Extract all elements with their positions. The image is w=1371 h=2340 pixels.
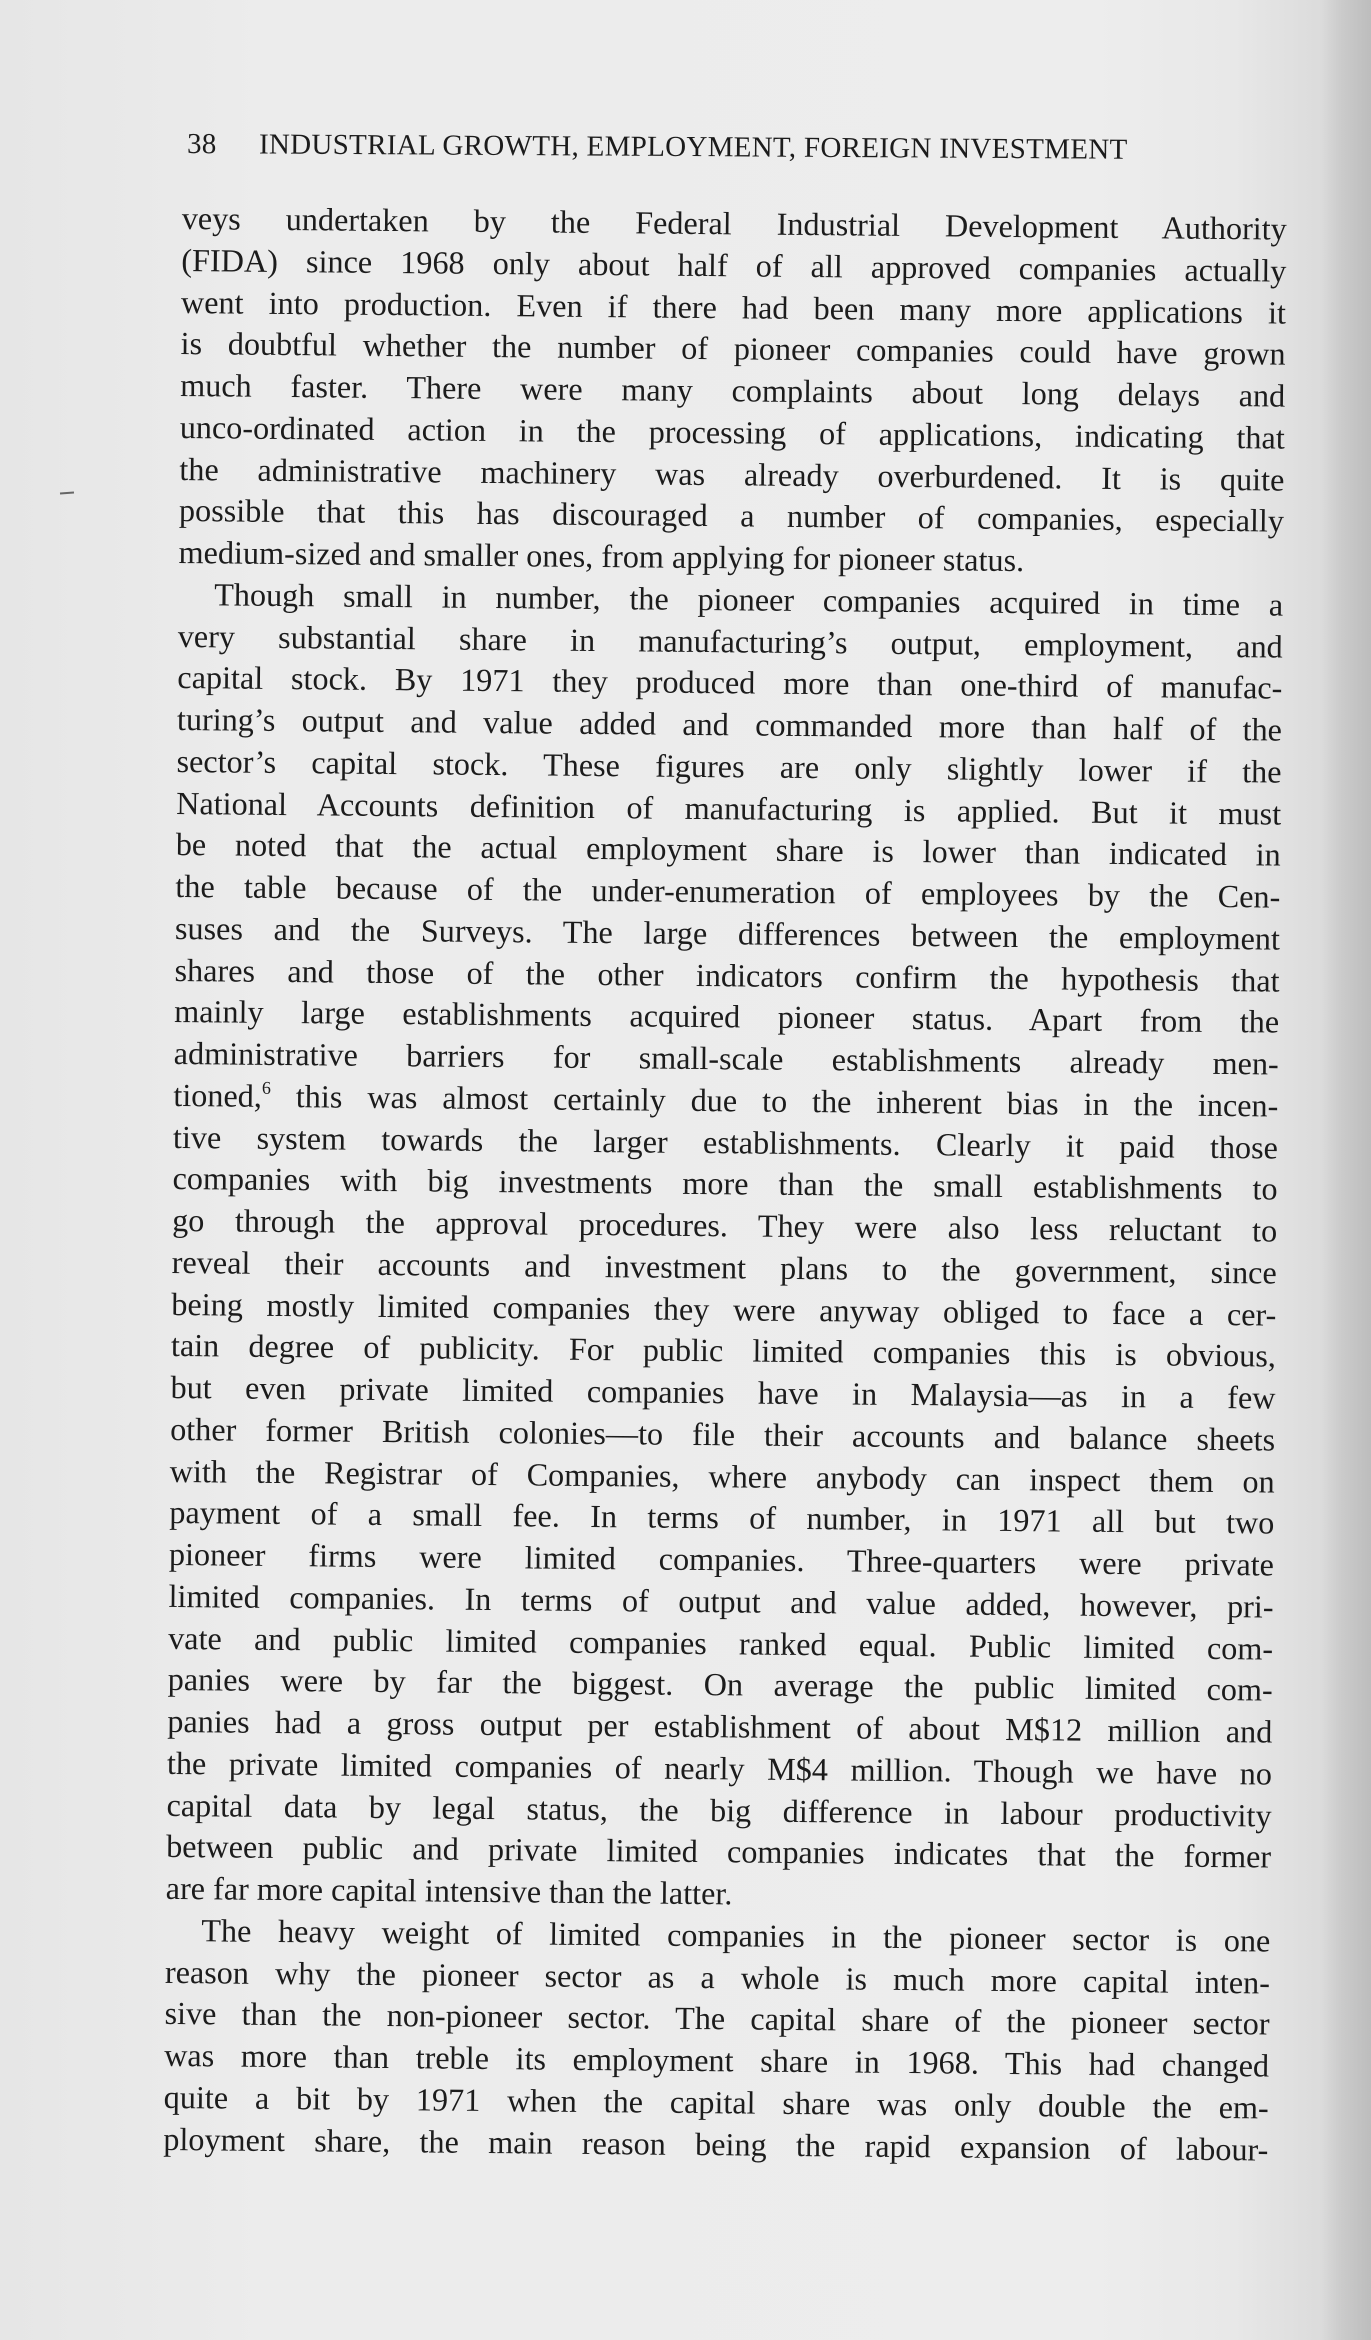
text-line: turing’s output and value added and commanded more than half of the [176,700,1283,748]
running-head-title: INDUSTRIAL GROWTH, EMPLOYMENT, FOREIGN INVESTMENT [258,128,1128,166]
text-line: between public and private limited companies indicates that the former [166,1828,1272,1875]
text-line: but even private limited companies have in Malaysia—as in a few [170,1368,1276,1416]
text-line: The heavy weight of limited companies in the pioneer sector is one [201,1912,1271,1959]
text-line: quite a bit by 1971 when the capital share was only double the em- [163,2078,1269,2126]
text-line: possible that this has discouraged a number of companies, especially [178,492,1285,539]
text-line: go through the approval procedures. They were also less reluctant to [172,1201,1278,1249]
text-line: the table because of the under-enumeration of employees by the Cen- [175,867,1281,915]
text-line: pioneer firms were limited companies. Three-quarters were private [168,1535,1275,1583]
text-line: National Accounts definition of manufacturing is applied. But it must [176,784,1282,832]
text-line: went into production. Even if there had been many more applications it [180,283,1287,331]
page-number: 38 [186,128,217,161]
text-line: was more than treble its employment share in 1968. This had changed [164,2036,1270,2084]
margin-pencil-mark [60,492,74,495]
text-line: the administrative machinery was already overburdened. It is quite [179,450,1285,498]
text-line: capital data by legal status, the big difference in labour productivity [166,1786,1272,1834]
text-line: mainly large establishments acquired pioneer status. Apart from the [174,993,1280,1040]
footnote-line-after: this was almost certainly due to the inherent bias in the incen- [270,1077,1279,1124]
text-line: shares and those of the other indicators confirm the hypothesis that [174,951,1280,999]
text-line: be noted that the actual employment share is lower than indicated in [175,826,1281,873]
text-line: limited companies. In terms of output and value added, however, pri- [168,1577,1274,1625]
text-line: Though small in number, the pioneer companies acquired in time a [214,576,1284,623]
footnote-marker[interactable]: 6 [261,1077,272,1098]
paragraph-3 [163,1910,1270,2171]
text-line: reason why the pioneer sector as a whole is much more capital inten- [164,1953,1271,2001]
text-line: other former British colonies—to file their accounts and balance sheets [170,1410,1276,1458]
text-line: companies with big investments more than the small establishments to [172,1160,1278,1207]
text-line: capital stock. By 1971 they produced more than one-third of manufac- [177,659,1283,706]
text-line: tain degree of publicity. For public limited companies this is obvious, [170,1327,1277,1374]
paragraph-2 [166,574,1284,1921]
text-line: unco-ordinated action in the processing of applications, indicating that [179,408,1285,456]
text-line: sive than the non-pioneer sector. The capital share of the pioneer sector [164,1995,1270,2042]
paragraph-1 [178,198,1287,584]
text-line: with the Registrar of Companies, where anybody can inspect them on [169,1452,1275,1500]
text-line: tive system towards the larger establishments. Clearly it paid those [172,1118,1279,1166]
text-line: vate and public limited companies ranked equal. Public limited com- [168,1619,1274,1667]
text-line: very substantial share in manufacturing’s output, employment, and [177,617,1283,665]
text-line: is doubtful whether the number of pioneer companies could have grown [180,325,1286,372]
page-edge-shadow [1321,0,1371,2340]
text-line: the private limited companies of nearly M$4 million. Though we have no [166,1744,1273,1792]
text-line: administrative barriers for small-scale establishments already men- [173,1034,1279,1082]
text-line: veys undertaken by the Federal Industrial Development Authority [181,199,1287,247]
body-text [163,198,1287,2171]
text-line: reveal their accounts and investment plans to the government, since [171,1243,1277,1291]
text-line: being mostly limited companies they were anyway obliged to face a cer- [171,1285,1277,1333]
text-line: are far more capital intensive than the latter. [165,1869,733,1912]
text-line: (FIDA) since 1968 only about half of all approved companies actually [181,241,1287,289]
text-line: panies had a gross output per establishment of about M$12 million and [167,1702,1273,1750]
text-line: sector’s capital stock. These figures are only slightly lower if the [176,742,1282,790]
text-line: medium-sized and smaller ones, from applying for pioneer status. [178,533,1025,579]
text-line: payment of a small fee. In terms of number, in 1971 all but two [169,1494,1275,1541]
text-line: ployment share, the main reason being the rapid expansion of labour- [163,2120,1269,2168]
running-head [187,128,1207,167]
footnote-line-before: tioned, [173,1076,263,1114]
text-line: much faster. There were many complaints about long delays and [180,366,1286,414]
text-line: suses and the Surveys. The large differences between the employment [174,909,1281,957]
text-line: panies were by far the biggest. On average the public limited com- [167,1661,1273,1708]
